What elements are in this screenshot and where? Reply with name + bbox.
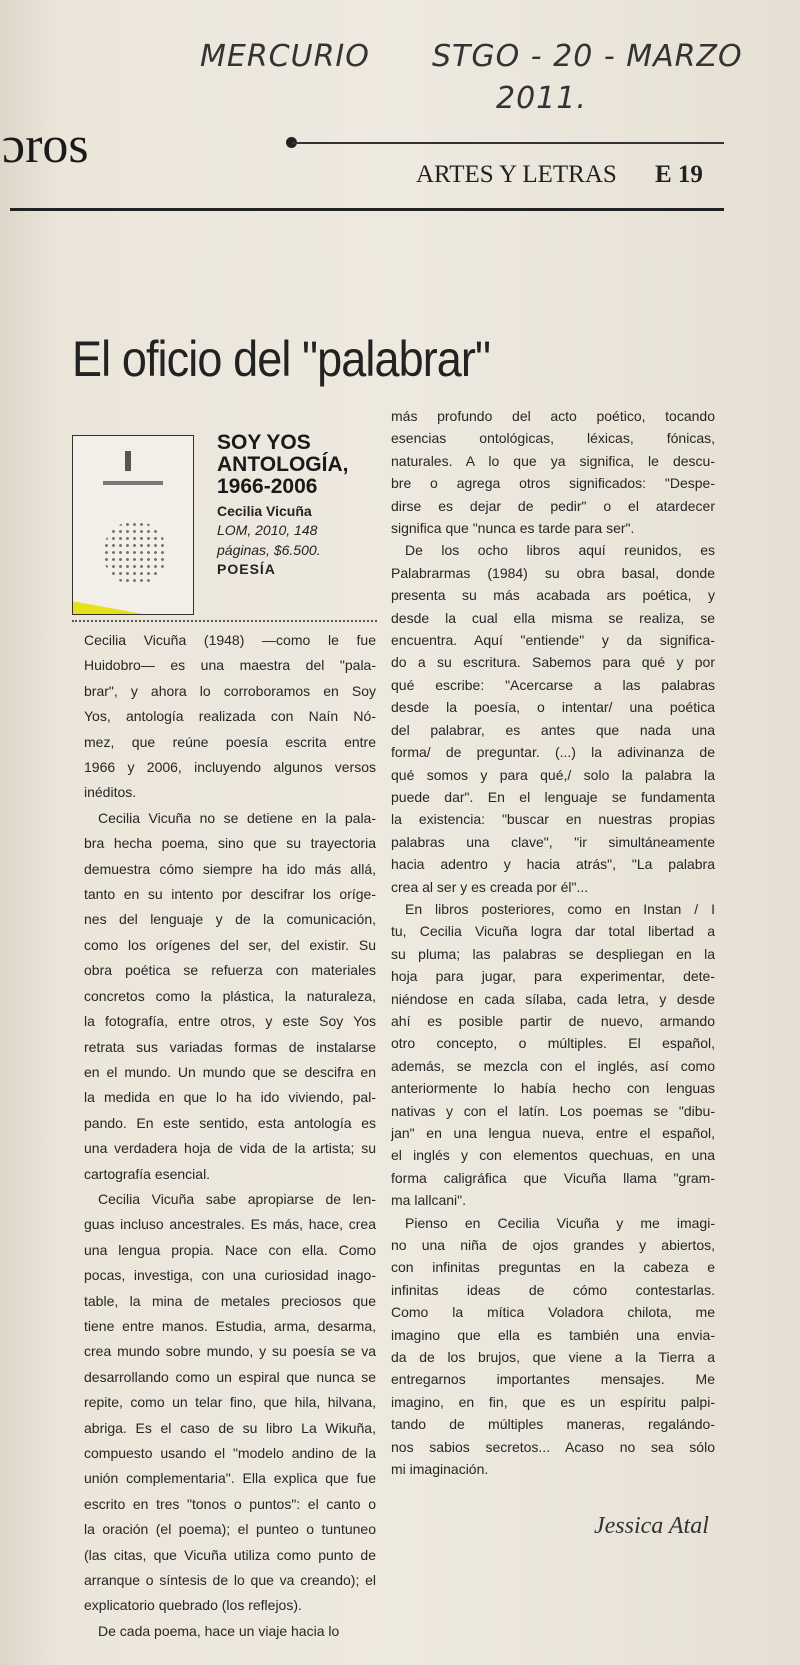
text-line: puede dar". En el lenguaje se fundamenta — [391, 788, 715, 805]
text-line: entregarnos importantes mensajes. Me — [391, 1371, 715, 1388]
text-line: table, la mina de metales preciosos que — [84, 1292, 376, 1309]
text-line: En libros posteriores, como en Instan / I — [405, 900, 715, 917]
text-line: una lengua propia. Nace con ella. Como — [84, 1241, 376, 1258]
text-line: además, se mezcla con el inglés, así como — [391, 1057, 715, 1074]
text-line: del palabrar, es antes que nada una — [391, 721, 715, 738]
text-line: demuestra cómo siempre ha ido más allá, — [84, 860, 376, 877]
text-line: desde la poesía, o intentar/ una poética — [391, 699, 715, 716]
text-line: compuesto usando el "modelo andino de la — [84, 1445, 376, 1461]
text-line: Como la mítica Voladora chilota, me — [391, 1304, 715, 1321]
text-line: tu, Cecilia Vicuña logra dar total libertad a — [391, 923, 715, 940]
cover-yellow-band — [73, 596, 143, 614]
book-title-line: ANTOLOGÍA, — [217, 453, 349, 476]
handwritten-source: MERCURIO — [200, 39, 370, 74]
text-line: pando. En este sentido, esta antología es — [84, 1114, 376, 1131]
text-line: Cecilia Vicuña (1948) —como le fue — [84, 632, 376, 648]
text-line: la oración (el poema); el punteo o tuntuneo — [84, 1521, 376, 1538]
text-line: desde la cual ella misma se realiza, se — [391, 609, 715, 626]
text-line: imagino que ella es también una envia- — [391, 1326, 715, 1343]
cover-mandala — [103, 521, 167, 585]
cover-title-mark — [103, 481, 163, 485]
text-line: obra poética se refuerza con materiales — [84, 962, 376, 979]
text-line: qué escribe: "Acercarse a las palabras — [391, 676, 715, 693]
text-line: tiene entre manos. Estudia, arma, desarma, — [84, 1317, 376, 1334]
text-line: hacia adentro y hacia atrás", "La palabra — [391, 856, 715, 873]
text-line: cartografía esencial. — [84, 1165, 211, 1182]
text-line: guas incluso ancestrales. Es más, hace, crea — [84, 1216, 376, 1233]
text-line: encuentra. Aquí "entiende" y da significa- — [391, 632, 715, 649]
text-line: en el mundo. Un mundo que se descifra en — [84, 1063, 376, 1080]
text-line: la fotografía, entre otros, y este Soy Yos — [84, 1013, 376, 1030]
text-line: Pienso en Cecilia Vicuña y me imagi- — [405, 1214, 715, 1231]
text-line: abriga. Es el caso de su libro La Wikuña, — [84, 1419, 376, 1436]
text-line: naturales. A lo que ya significa, le descu- — [391, 452, 715, 469]
text-line: Palabrarmas (1984) su obra basal, donde — [391, 564, 715, 581]
article-column-left — [84, 628, 376, 1644]
text-line: pocas, investiga, con una curiosidad inago- — [84, 1267, 376, 1284]
text-line: concretos como la plástica, la naturaleza, — [84, 987, 376, 1004]
book-author: Cecilia Vicuña — [217, 503, 312, 519]
book-publisher: LOM, 2010, 148 — [217, 522, 318, 538]
handwritten-year: 2011. — [496, 81, 587, 116]
text-line: Cecilia Vicuña sabe apropiarse de len- — [98, 1190, 376, 1207]
text-line: do a su escritura. Sabemos para qué y por — [391, 654, 715, 671]
text-line: esencias ontológicas, léxicas, fónicas, — [391, 430, 715, 447]
masthead-divider — [10, 208, 724, 211]
text-line: infinitas ideas de cómo contestarlas. — [391, 1281, 715, 1298]
text-line: hoja para jugar, para experimentar, dete- — [391, 968, 715, 985]
text-line: forma/ de preguntar. (...) la adivinanza de — [391, 744, 715, 761]
text-line: bre o agrega otros significados: "Despe- — [391, 475, 715, 492]
text-line: significa que "nunca es tarde para ser". — [391, 520, 635, 537]
text-line: dirse es dejar de pedir" o el atardecer — [391, 497, 715, 514]
text-line: unión complementaria". Ella explica que fue — [84, 1470, 376, 1487]
book-info — [217, 432, 348, 578]
text-line: tando de múltiples maneras, regalándo- — [391, 1416, 715, 1433]
text-line: otro concepto, o múltiples. El español, — [391, 1035, 715, 1052]
text-line: con infinitas preguntas en la cabeza e — [391, 1259, 715, 1276]
text-line: ma lallcani". — [391, 1192, 466, 1209]
text-line: 1966 y 2006, incluyendo algunos versos — [84, 759, 376, 776]
text-line: una verdadera hoja de vida de la artista; su — [84, 1140, 376, 1157]
text-line: tanto en su intento por descifrar los oríge- — [84, 886, 376, 903]
cover-emblem — [125, 451, 131, 471]
text-line: explicatorio quebrado (los reflejos). — [84, 1597, 302, 1614]
header-rule — [292, 142, 724, 144]
text-line: desarrollando como un espiral que nunca se — [84, 1368, 376, 1385]
book-title-line: SOY YOS — [217, 431, 311, 454]
text-line: da de los brujos, que viene a la Tierra a — [391, 1349, 715, 1366]
text-line: anteriormente lo había hecho con lenguas — [391, 1080, 715, 1097]
text-line: retrata sus variadas formas de instalarse — [84, 1038, 376, 1055]
text-line: repite, como un telar fino, que hila, hilvana, — [84, 1394, 376, 1411]
text-line: mi imaginación. — [391, 1461, 489, 1478]
book-genre: POESÍA — [217, 561, 276, 577]
text-line: forma caligráfica que Vicuña llama "gram- — [391, 1169, 715, 1186]
text-line: escrito en tres "tonos o puntos": el canto o — [84, 1495, 376, 1512]
book-title-line: 1966-2006 — [217, 475, 318, 498]
article-column-right — [391, 405, 715, 1481]
text-line: mez, que reúne poesía escrita entre — [84, 733, 376, 750]
text-line: no una niña de ojos grandes y abiertos, — [391, 1237, 715, 1254]
text-line: nos sabios secretos... Acaso no sea sólo — [391, 1438, 715, 1455]
text-line: palabras una clave", "ir simultáneamente — [391, 833, 715, 850]
article-headline: El oficio del "palabrar" — [72, 331, 491, 387]
text-line: (las citas, que Vicuña utiliza como punto de — [84, 1546, 376, 1563]
handwritten-date: STGO - 20 - MARZO — [432, 39, 743, 74]
book-cover-image — [72, 435, 194, 615]
book-pages-price: páginas, $6.500. — [217, 542, 321, 558]
text-line: De los ocho libros aquí reunidos, es — [405, 542, 715, 559]
text-line: niéndose en cada sílaba, cada letra, y desde — [391, 990, 715, 1007]
text-line: crea mundo sobre mundo, y su poesía se va — [84, 1343, 376, 1360]
text-line: Yos, antología realizada con Naín Nó- — [84, 708, 376, 725]
text-line: ahí es posible partir de nuevo, armando — [391, 1012, 715, 1029]
section-title: ɔros — [2, 117, 89, 174]
author-signature: Jessica Atal — [594, 1513, 709, 1539]
text-line: jan" en una lengua nueva, entre el español, — [391, 1125, 715, 1141]
text-line: como los orígenes del ser, del existir. Su — [84, 936, 376, 953]
page-number: E 19 — [655, 161, 703, 188]
text-line: Cecilia Vicuña no se detiene en la pala- — [98, 809, 376, 826]
text-line: nativas y con el latín. Los poemas se "dibu- — [391, 1102, 715, 1119]
text-line: la medida en que lo ha ido viviendo, pal- — [84, 1089, 376, 1106]
text-line: el inglés y con elementos quechuas, en una — [391, 1147, 715, 1164]
text-line: nes del lenguaje y de la comunicación, — [84, 911, 376, 928]
text-line: Huidobro— es una maestra del "pala- — [84, 657, 376, 674]
text-line: brar", y ahora lo corroboramos en Soy — [84, 682, 376, 699]
text-line: más profundo del acto poético, tocando — [391, 408, 715, 424]
text-line: imagino, en fin, que es un espíritu palpi- — [391, 1393, 715, 1410]
text-line: inéditos. — [84, 784, 137, 801]
text-line: la existencia: "buscar en nuestras propias — [391, 811, 715, 828]
text-line: arranque o síntesis de lo que va creando); el — [84, 1572, 376, 1589]
text-line: presenta su más acabada ars poética, y — [391, 587, 715, 604]
text-line: crea al ser y es creada por él"... — [391, 878, 589, 895]
section-label: ARTES Y LETRAS — [416, 161, 617, 188]
text-line: De cada poema, hace un viaje hacia lo — [98, 1622, 340, 1639]
text-line: qué somos y para qué,/ solo la palabra la — [391, 766, 715, 783]
text-line: bra hecha poema, sino que su trayectoria — [84, 835, 376, 852]
text-line: su pluma; las palabras se despliegan en la — [391, 945, 715, 962]
dotted-divider — [72, 620, 377, 622]
